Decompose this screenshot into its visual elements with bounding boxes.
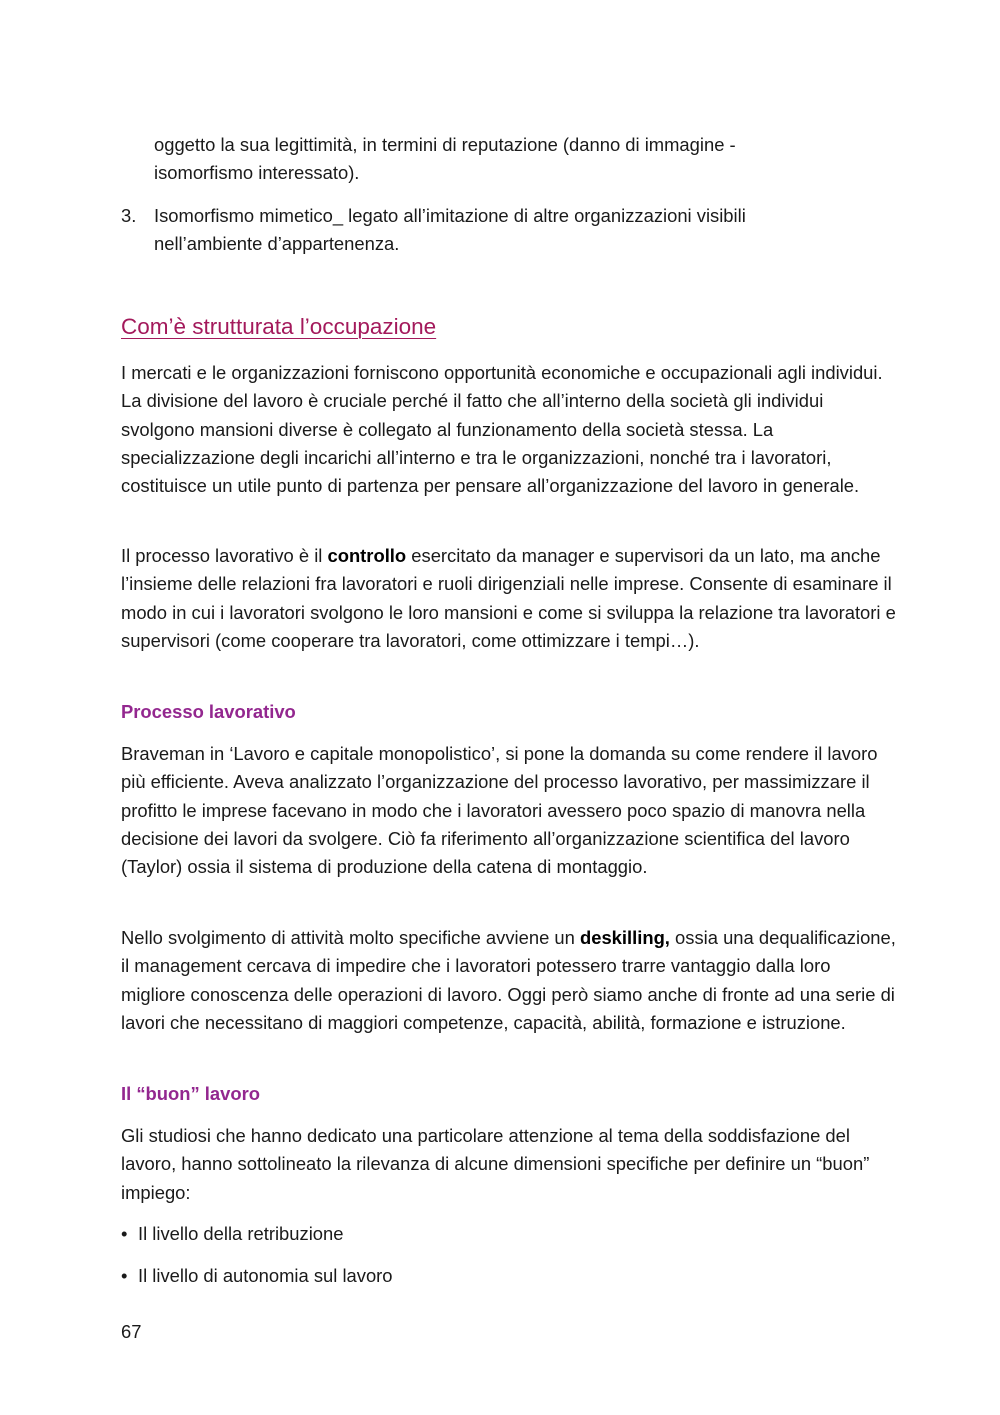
page-number: 67 (121, 1321, 142, 1342)
paragraph-deskilling (121, 924, 896, 1037)
list-item-number: 3. (121, 205, 137, 226)
section-title: Com’è strutturata l’occupazione (121, 314, 437, 339)
subheading-buon-lavoro: Il “buon” lavoro (121, 1083, 260, 1104)
paragraph-division-of-labour: I mercati e le organizzazioni forniscono opportunità economiche e occupazionali agli individui. La divisione del lavoro è cruciale perché il fatto che all’interno della società gli individui svolgono mansioni diverse è collegato al funzionamento della società stessa. La specializzazione degli incarichi all’interno e tra le organizzazioni, nonché tra i lavoratori, costituisce un utile punto di partenza per pensare all’organizzazione del lavoro in generale. (121, 362, 883, 497)
bullet-icon: • (121, 1265, 128, 1286)
bold-term-deskilling: deskilling, (579, 927, 670, 948)
paragraph-good-job: Gli studiosi che hanno dedicato una particolare attenzione al tema della soddisfazione del lavoro, hanno sottolineato la rilevanza di alcune dimensioni specifiche per definire un “buon” impiego: (121, 1125, 870, 1203)
list-item-line-2: nell’ambiente d’appartenenza. (154, 233, 400, 255)
paragraph-text: Nello svolgimento di attività molto specifiche avviene un (121, 927, 580, 948)
continuation-line-1: oggetto la sua legittimità, in termini di reputazione (danno di immagine - (154, 134, 736, 155)
bullet-icon: • (121, 1223, 128, 1244)
bullet-text: Il livello di autonomia sul lavoro (138, 1265, 393, 1286)
bullet-text: Il livello della retribuzione (138, 1223, 344, 1244)
paragraph-text: Il processo lavorativo è il (121, 545, 328, 566)
subheading-processo-lavorativo: Processo lavorativo (121, 701, 296, 722)
list-item-text (154, 202, 874, 259)
paragraph-text: esercitato da manager e supervisori da un lato, ma anche l’insieme delle relazioni fra lavoratori e ruoli dirigenziali nelle imprese. Consente di esaminare il modo in cui i lavoratori svolgono le loro mansioni e come si sviluppa la relazione tra lavoratori e supervisori (come cooperare tra lavoratori, come ottimizzare i tempi…). (121, 545, 896, 651)
bold-term-controllo: controllo (327, 545, 407, 566)
continuation-line-2: isomorfismo interessato). (154, 162, 360, 184)
list-item-line-1: Isomorfismo mimetico_ legato all’imitazione di altre organizzazioni visibili (154, 205, 746, 226)
paragraph-text: ossia una dequalificazione, il management cercava di impedire che i lavoratori potessero trarre vantaggio dalla loro migliore conoscenza delle operazioni di lavoro. Oggi però siamo anche di fronte ad una serie di lavori che necessitano di maggiori competenze, capacità, abilità, formazione e istruzione. (121, 927, 896, 1033)
paragraph-braveman: Braveman in ‘Lavoro e capitale monopolistico’, si pone la domanda su come rendere il lavoro più efficiente. Aveva analizzato l’organizzazione del processo lavorativo, per massimizzare il profitto le imprese facevano in modo che i lavoratori avessero poco spazio di manovra nella decisione dei lavori da svolgere. Ciò fa riferimento all’organizzazione scientifica del lavoro (Taylor) ossia il sistema di produzione della catena di montaggio. (121, 743, 878, 878)
list-item-continuation (154, 131, 874, 188)
paragraph-labour-process (121, 542, 896, 655)
